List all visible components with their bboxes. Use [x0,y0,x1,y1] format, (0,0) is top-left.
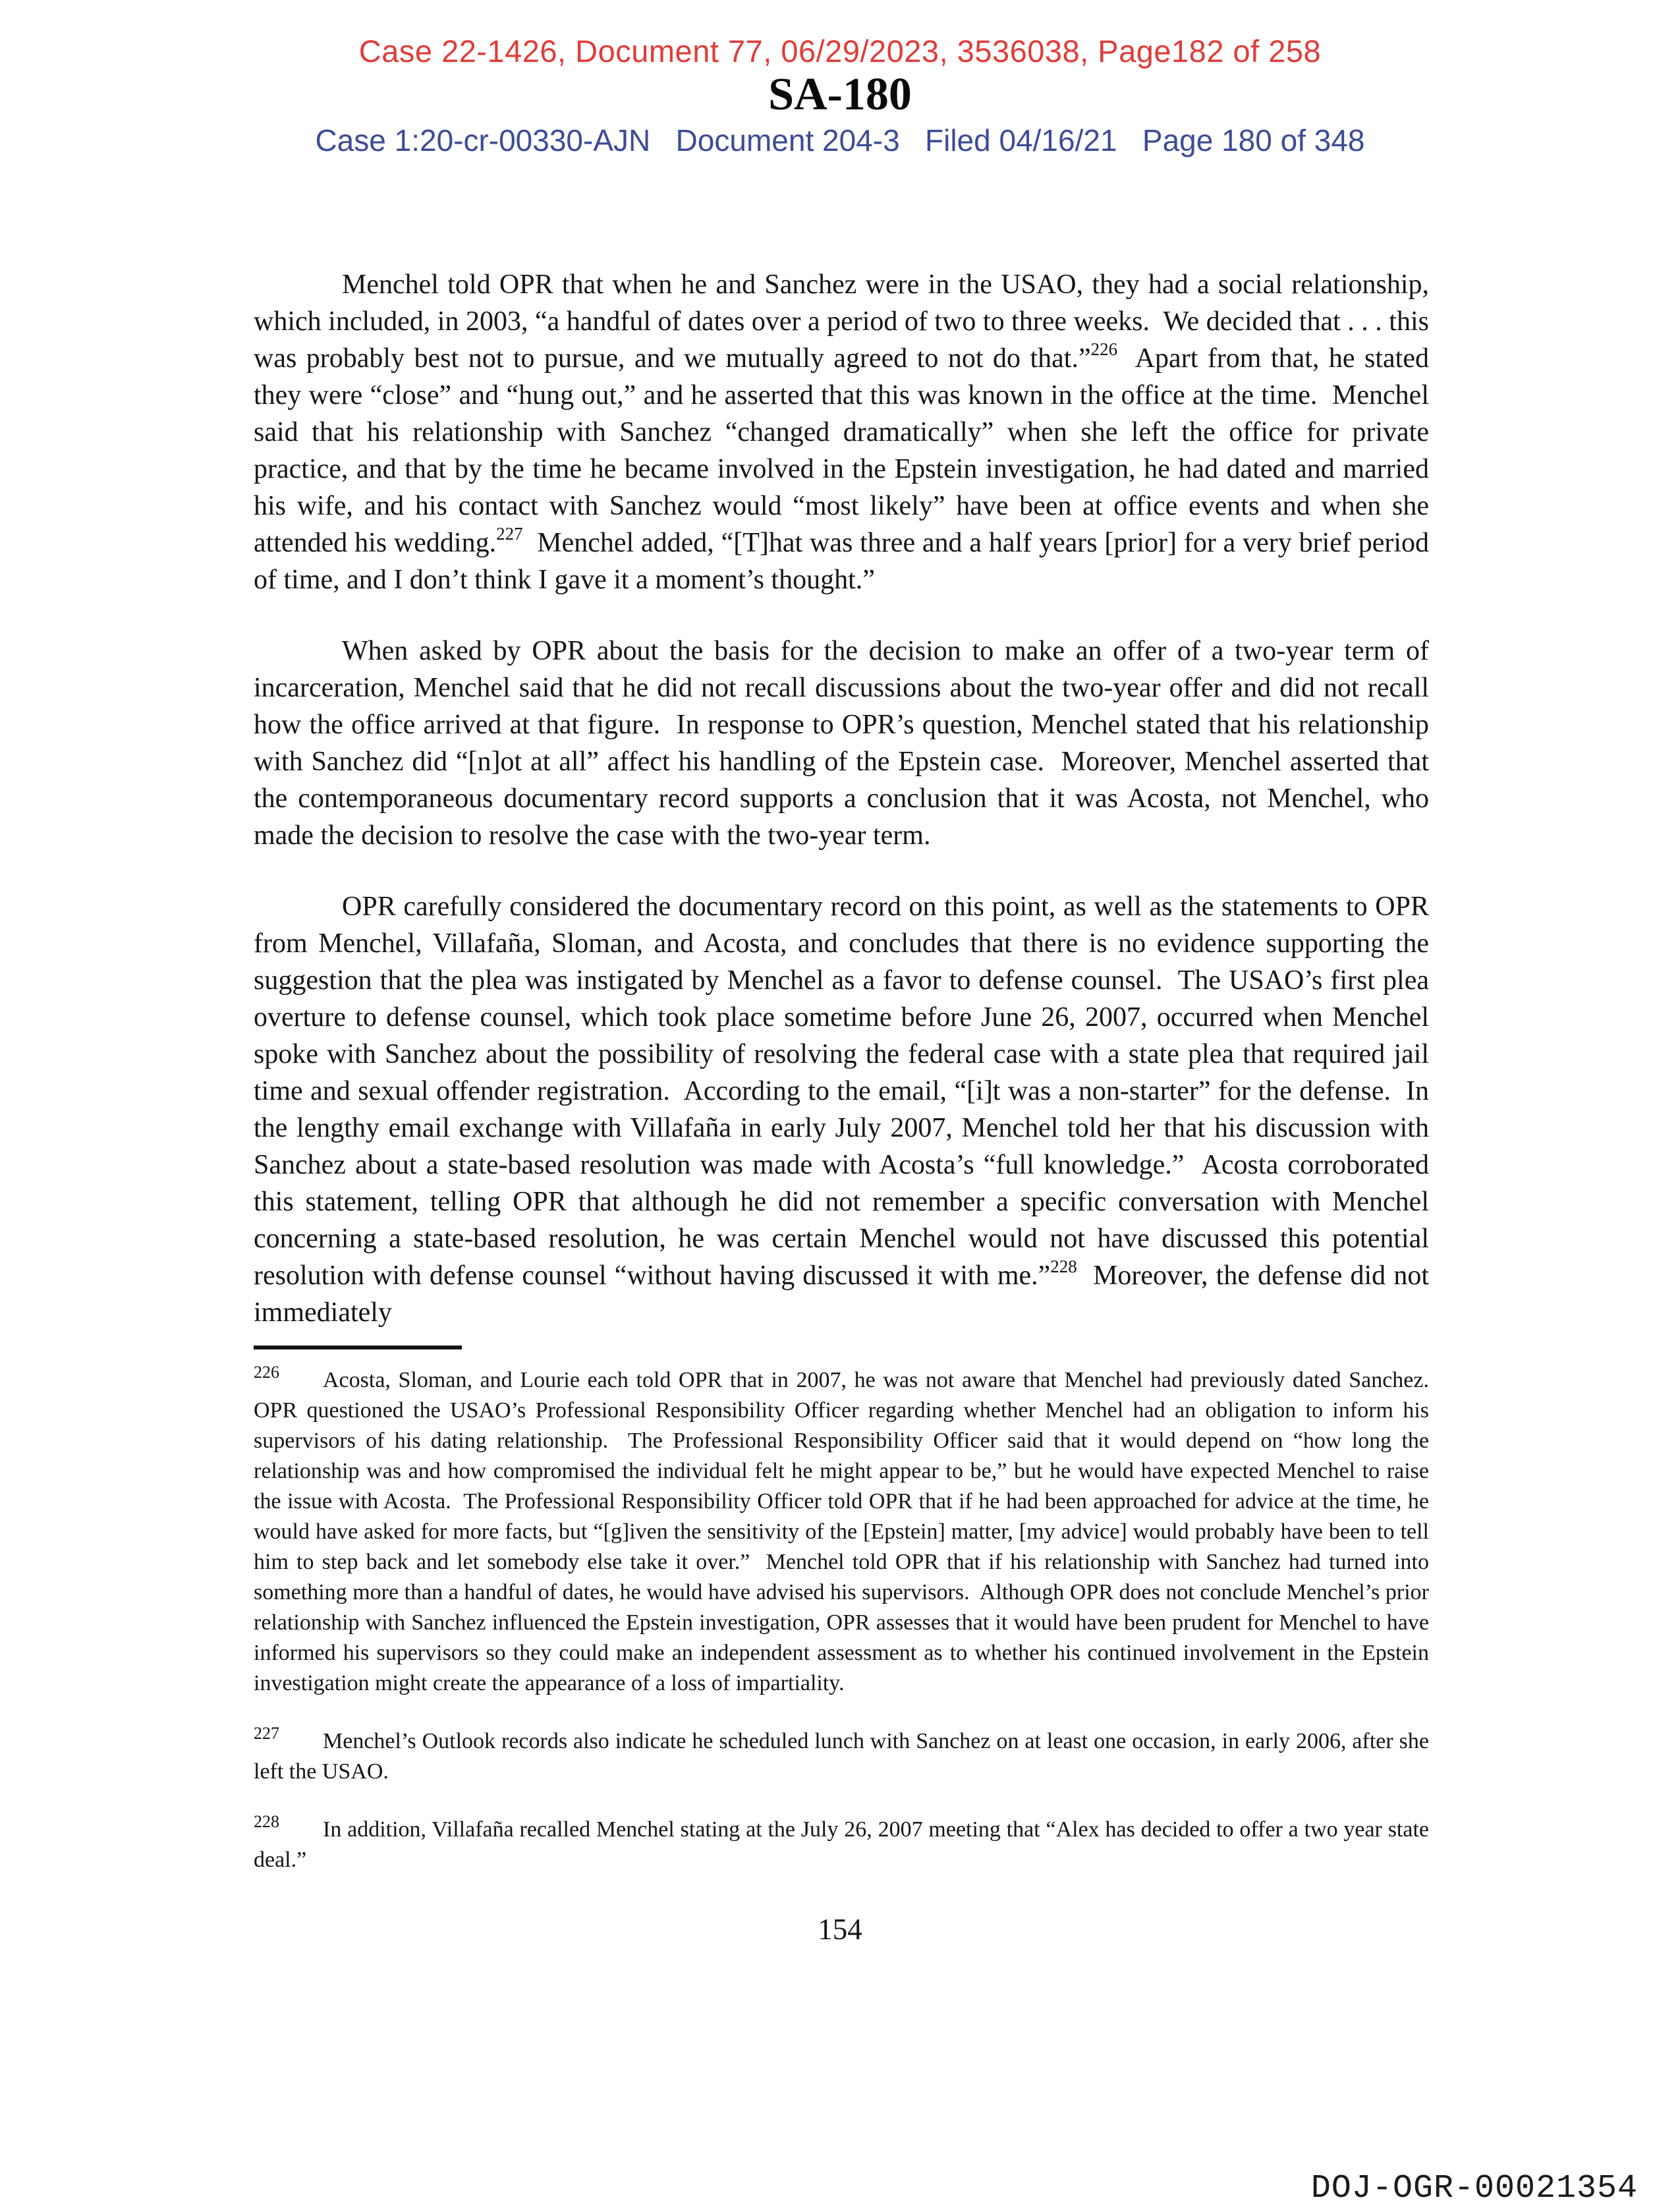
footnote-text: In addition, Villafaña recalled Menchel stating at the July 26, 2007 meeting that “Alex has decided to offer a two year state deal.” [254,1817,1435,1872]
footnote-number: 227 [254,1724,279,1743]
page-number: 154 [818,1913,862,1946]
footnote-number: 226 [254,1363,279,1382]
district-court-stamp: Case 1:20-cr-00330-AJN Document 204-3 Filed 04/16/21 Page 180 of 348 [315,123,1365,157]
footnote-text: Menchel’s Outlook records also indicate he scheduled lunch with Sanchez on at least one occasion, in early 2006, after she left the USAO. [254,1729,1435,1784]
footnotes-section [254,1363,1440,1875]
appendix-page-label: SA-180 [768,69,912,120]
body-text [254,266,1436,1331]
footnote-number: 228 [254,1812,279,1831]
bates-number: DOJ-OGR-00021354 [1310,2170,1638,2207]
appeals-court-stamp: Case 22-1426, Document 77, 06/29/2023, 3536038, Page182 of 258 [358,34,1322,69]
footnote-ref-226: 226 [1090,339,1118,359]
footnote-ref-227: 227 [496,524,523,544]
body-paragraph: When asked by OPR about the basis for the decision to make an offer of a two-year term of incarceration, Menchel said that he did not recall discussions about the two-year offer and did not recall how the office arrived at that figure. In response to OPR’s question, Menchel stated that his relationship with Sanchez did “[n]ot at all” affect his handling of the Epstein case. Moreover, Menchel asserted that the contemporaneous documentary record supports a conclusion that it was Acosta, not Menchel, who made the decision to resolve the case with the two-year term. [254,636,1436,851]
footnote-227 [254,1724,1435,1787]
footnote-ref-228: 228 [1050,1257,1077,1276]
body-paragraph: Menchel told OPR that when he and Sanchez were in the USAO, they had a social relationship, which included, in 2003, “a handful of dates over a period of two to three weeks. We decided that . . . this was probably best not to pursue, and we mutually agreed to not do that.”$^{226}$ Apart from that, he stated they were “close” and “hung out,” and he asserted that this was known in the office at the time. Menchel said that his relationship with Sanchez “changed dramatically” when she left the office for private practice, and that by the time he became involved in the Epstein investigation, he had dated and married his wife, and his contact with Sanchez would “most likely” have been at office events and when she attended his wedding.$^{227}$ Menchel added, “[T]hat was three and a half years [prior] for a very brief period of time, and I don’t think I gave it a moment’s thought.” [254,269,1436,595]
footnote-228 [254,1812,1435,1875]
footnote-text: Acosta, Sloman, and Lourie each told OPR that in 2007, he was not aware that Menchel had previously dated Sanchez. OPR questioned the USAO’s Professional Responsibility Officer regarding whether Menchel had an obligation to inform his supervisors of his dating relationship. The Professional Responsibility Officer said that it would depend on “how long the relationship was and how compromised the individual felt he might appear to be,” but he would have expected Menchel to raise the issue with Acosta. The Professional Responsibility Officer told OPR that if he had been approached for advice at the time, he would have asked for more facts, but “[g]iven the sensitivity of the [Epstein] matter, [my advice] would probably have been to tell him to step back and let somebody else take it over.” Menchel told OPR that if his relationship with Sanchez had turned into something more than a handful of dates, he would have advised his supervisors. Although OPR does not conclude Menchel’s prior relationship with Sanchez influenced the Epstein investigation, OPR assesses that it would have been prudent for Menchel to have informed his supervisors so they could make an independent assessment as to whether his continued involvement in the Epstein investigation might create the appearance of a loss of impartiality. [254,1368,1440,1695]
body-paragraph: OPR carefully considered the documentary record on this point, as well as the statements to OPR from Menchel, Villafaña, Sloman, and Acosta, and concludes that there is no evidence supporting the suggestion that the plea was instigated by Menchel as a favor to defense counsel. The USAO’s first plea overture to defense counsel, which took place sometime before June 26, 2007, occurred when Menchel spoke with Sanchez about the possibility of resolving the federal case with a state plea that required jail time and sexual offender registration. According to the email, “[i]t was a non-starter” for the defense. In the lengthy email exchange with Villafaña in early July 2007, Menchel told her that his discussion with Sanchez about a state-based resolution was made with Acosta’s “full knowledge.” Acosta corroborated this statement, telling OPR that although he did not remember a specific conversation with Menchel concerning a state-based resolution, he was certain Menchel would not have discussed this potential resolution with defense counsel “without having discussed it with me.”$^{228}$ Moreover, the defense did not immediately [254,892,1436,1328]
footnote-separator [254,1346,462,1349]
footnote-226 [254,1363,1440,1699]
